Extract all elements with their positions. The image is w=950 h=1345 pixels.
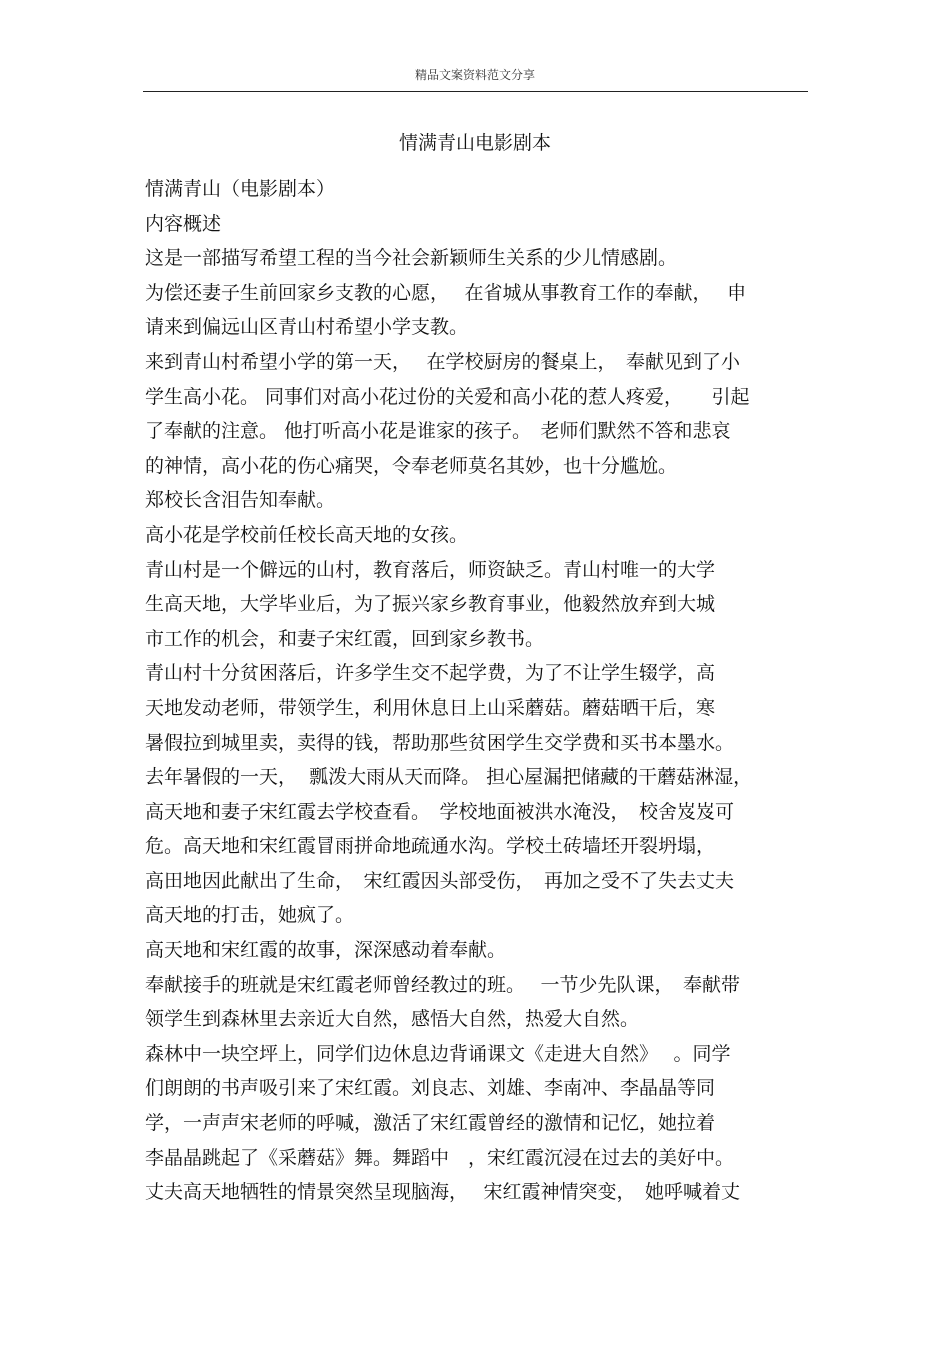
body-line: 暑假拉到城里卖，卖得的钱，帮助那些贫困学生交学费和买书本墨水。 xyxy=(145,731,735,754)
body-line: 情满青山（电影剧本） xyxy=(145,178,336,200)
body-line: 领学生到森林里去亲近大自然，感悟大自然，热爱大自然。 xyxy=(145,1008,640,1031)
body-line: 请来到偏远山区青山村希望小学支教。 xyxy=(145,316,469,339)
body-line: 丈夫高天地牺牲的情景突然呈现脑海， 宋红霞神情突变， 她呼喊着丈 xyxy=(145,1181,741,1204)
body-line: 高天地和妻子宋红霞去学校查看。 学校地面被洪水淹没， 校舍岌岌可 xyxy=(145,800,735,823)
body-line: 们朗朗的书声吸引来了宋红霞。刘良志、刘雄、李南冲、李晶晶等同 xyxy=(145,1077,716,1100)
document-body xyxy=(145,172,810,1210)
body-line: 学生高小花。 同事们对高小花过份的关爱和高小花的惹人疼爱， 引起 xyxy=(145,385,750,408)
body-line: 天地发动老师，带领学生，利用休息日上山采蘑菇。蘑菇晒干后，寒 xyxy=(145,696,716,719)
body-line: 高天地的打击，她疯了。 xyxy=(145,904,355,927)
page-header: 精品文案资料范文分享 xyxy=(414,68,535,82)
body-line: 青山村是一个僻远的山村，教育落后，师资缺乏。青山村唯一的大学 xyxy=(145,558,716,581)
body-line: 郑校长含泪告知奉献。 xyxy=(145,489,336,512)
body-line: 学，一声声宋老师的呼喊，激活了宋红霞曾经的激情和记忆，她拉着 xyxy=(145,1112,716,1135)
body-line: 的神情，高小花的伤心痛哭，令奉老师莫名其妙，也十分尴尬。 xyxy=(145,454,678,477)
body-line: 了奉献的注意。 他打听高小花是谁家的孩子。 老师们默然不答和悲哀 xyxy=(145,420,731,443)
body-line: 市工作的机会，和妻子宋红霞，回到家乡教书。 xyxy=(145,627,545,650)
document-title: 情满青山电影剧本 xyxy=(398,132,551,154)
body-line: 来到青山村希望小学的第一天， 在学校厨房的餐桌上， 奉献见到了小 xyxy=(145,350,741,373)
body-line: 奉献接手的班就是宋红霞老师曾经教过的班。 一节少先队课， 奉献带 xyxy=(145,973,741,996)
body-line: 高小花是学校前任校长高天地的女孩。 xyxy=(145,523,469,546)
body-line: 生高天地，大学毕业后，为了振兴家乡教育事业，他毅然放弃到大城 xyxy=(145,593,716,616)
body-line: 去年暑假的一天， 瓢泼大雨从天而降。 担心屋漏把储藏的干蘑菇淋湿， xyxy=(145,766,753,789)
body-line: 高天地和宋红霞的故事，深深感动着奉献。 xyxy=(145,939,507,962)
body-line: 危。高天地和宋红霞冒雨拼命地疏通水沟。学校土砖墙坯开裂坍塌， xyxy=(145,835,716,858)
body-line: 内容概述 xyxy=(145,212,222,235)
body-line: 为偿还妻子生前回家乡支教的心愿， 在省城从事教育工作的奉献， 申 xyxy=(145,281,747,304)
body-line: 高田地因此献出了生命， 宋红霞因头部受伤， 再加之受不了失去丈夫 xyxy=(145,869,735,892)
body-line: 青山村十分贫困落后，许多学生交不起学费，为了不让学生辍学，高 xyxy=(145,662,716,685)
body-line: 李晶晶跳起了《采蘑菇》舞。舞蹈中 ，宋红霞沉浸在过去的美好中。 xyxy=(145,1146,735,1169)
body-line: 这是一部描写希望工程的当今社会新颖师生关系的少儿情感剧。 xyxy=(145,247,678,270)
header-divider xyxy=(143,91,808,92)
body-line: 森林中一块空坪上，同学们边休息边背诵课文《走进大自然》 。同学 xyxy=(145,1042,731,1065)
